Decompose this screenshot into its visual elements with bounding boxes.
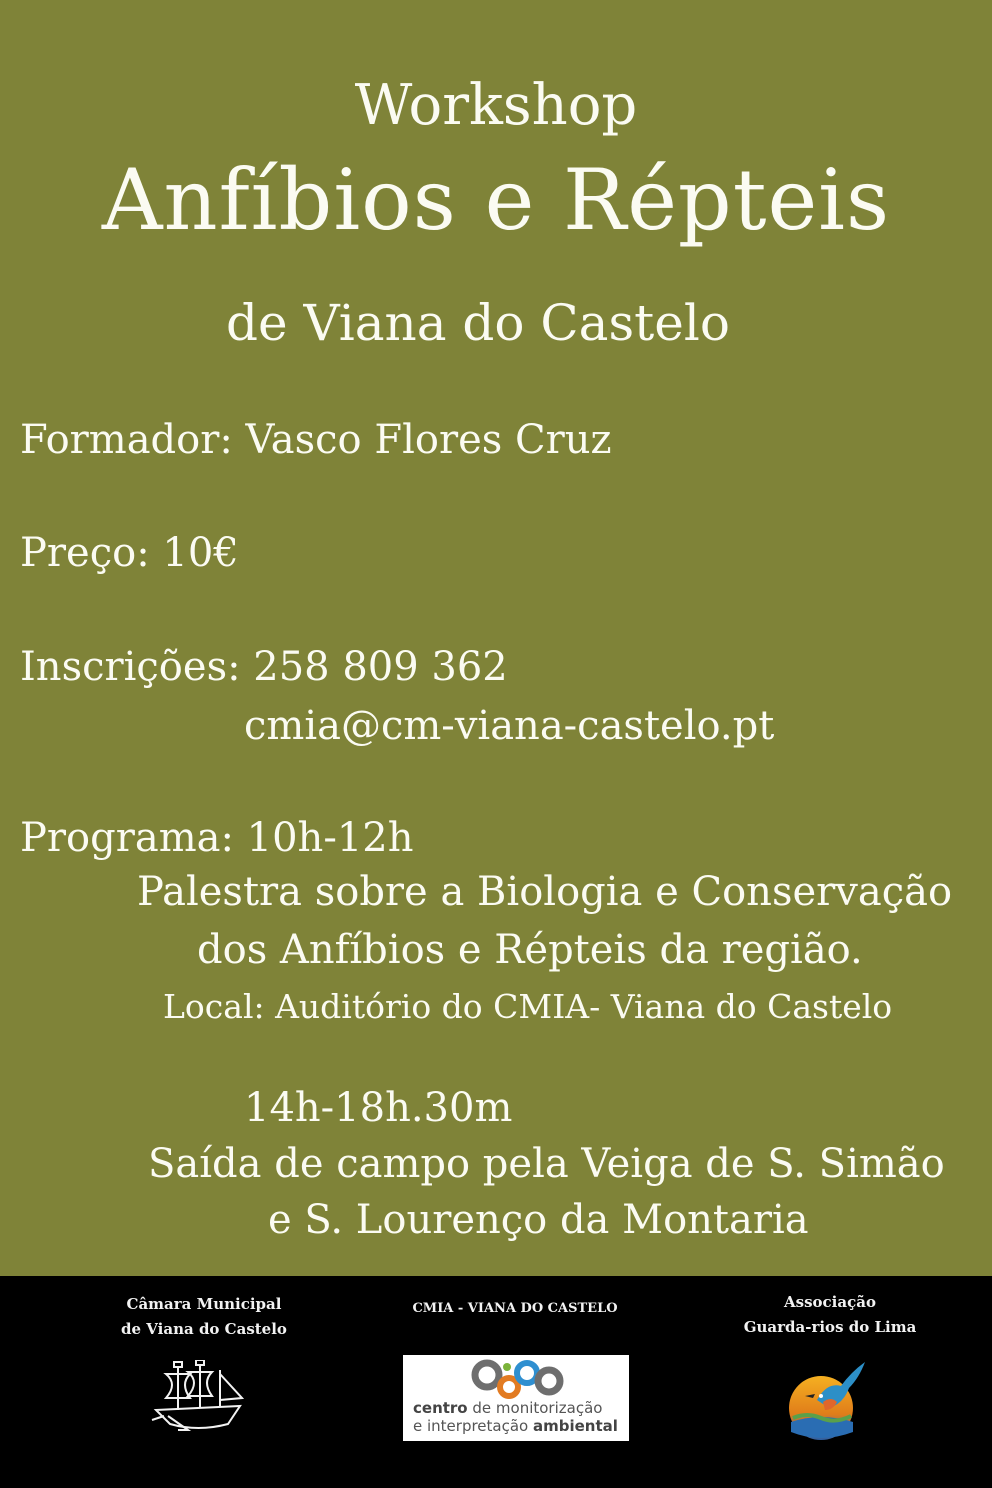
- cmia-logo-word-centro: centro: [413, 1399, 468, 1417]
- partner-camara-line1: Câmara Municipal: [126, 1295, 282, 1313]
- price-line: Preço: 10€: [20, 530, 239, 576]
- session1-location: Local: Auditório do CMIA- Viana do Castelo: [163, 987, 893, 1026]
- session1-description-line1: Palestra sobre a Biologia e Conservação: [137, 869, 953, 915]
- partner-camara-name: [104, 1292, 304, 1342]
- partner-guardarios-line1: Associação: [784, 1293, 876, 1311]
- cmia-logo: [403, 1355, 629, 1441]
- caravel-ship-icon: [148, 1360, 248, 1436]
- partner-camara-line2: de Viana do Castelo: [121, 1320, 287, 1338]
- kingfisher-icon: [777, 1352, 873, 1448]
- partner-guardarios-line2: Guarda-rios do Lima: [743, 1318, 917, 1336]
- title-workshop: Workshop: [354, 73, 638, 138]
- cmia-circles-icon: [403, 1355, 629, 1403]
- title-place: de Viana do Castelo: [226, 294, 730, 352]
- cmia-logo-word-ambiental: ambiental: [533, 1417, 618, 1435]
- cmia-logo-line1-rest: de monitorização: [467, 1399, 603, 1417]
- signup-email: cmia@cm-viana-castelo.pt: [244, 703, 775, 749]
- sponsor-footer: [0, 1276, 992, 1488]
- session2-description-line1: Saída de campo pela Veiga de S. Simão: [148, 1141, 945, 1187]
- title-main: Anfíbios e Répteis: [101, 151, 891, 249]
- cmia-logo-line2: [413, 1419, 618, 1434]
- partner-cmia-name: CMIA - VIANA DO CASTELO: [412, 1301, 618, 1316]
- cmia-logo-line2-rest: e interpretação: [413, 1417, 533, 1435]
- signup-phone: Inscrições: 258 809 362: [20, 644, 508, 690]
- session2-time: 14h-18h.30m: [244, 1085, 513, 1131]
- cmia-logo-line1: [413, 1401, 602, 1416]
- partner-guardarios-name: [730, 1290, 930, 1340]
- program-session1-time: Programa: 10h-12h: [20, 815, 414, 861]
- session2-description-line2: e S. Lourenço da Montaria: [268, 1197, 809, 1243]
- session1-description-line2: dos Anfíbios e Répteis da região.: [197, 927, 863, 973]
- trainer-line: Formador: Vasco Flores Cruz: [20, 417, 612, 463]
